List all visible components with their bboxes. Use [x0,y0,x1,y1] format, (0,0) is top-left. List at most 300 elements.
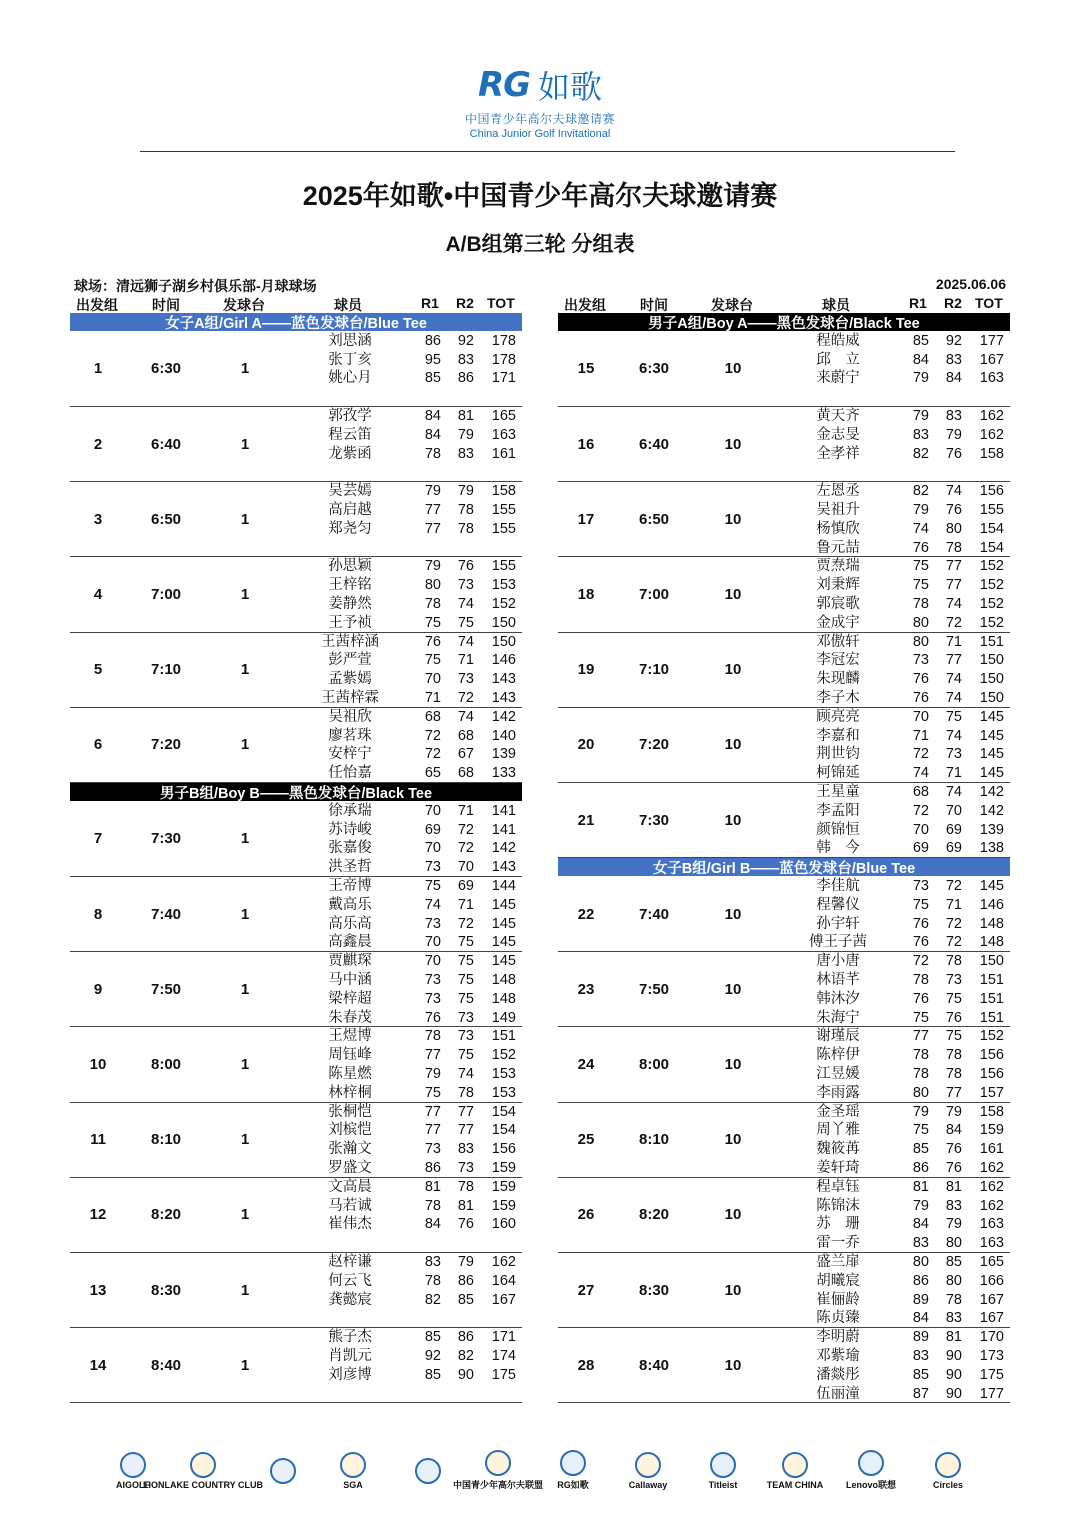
score-r2: 85 [457,1291,474,1308]
sponsor-11 [838,1448,904,1493]
score-r2: 82 [457,1347,474,1364]
starting-tee: 1 [240,1131,250,1149]
score-r1: 77 [424,1047,441,1064]
starting-tee: 1 [240,585,250,603]
starting-tee: 1 [240,736,250,754]
player-name: 孟紫嫣 [328,671,372,688]
group-number: 26 [577,1206,595,1224]
score-total: 150 [491,633,516,650]
player-name: 苏诗峻 [328,821,372,838]
score-total: 145 [491,934,516,951]
player-name: 来蔚宁 [816,370,860,387]
starting-tee: 10 [724,980,742,998]
player-row [70,802,522,821]
score-total: 145 [979,708,1004,725]
pairing-group [70,407,522,482]
header-r1: R1 [909,295,927,311]
score-r1: 86 [912,1272,929,1289]
player-row [70,351,522,370]
score-total: 138 [979,840,1004,857]
score-total: 152 [979,558,1004,575]
player-row [558,1121,1010,1140]
score-r1: 85 [912,1366,929,1383]
score-r2: 81 [945,1178,962,1195]
player-name: 文高晨 [328,1178,372,1195]
score-r1: 78 [424,445,441,462]
score-total: 164 [491,1272,516,1289]
score-r2: 92 [945,332,962,349]
score-r2: 71 [457,896,474,913]
player-row [70,614,522,633]
score-r2: 74 [457,595,474,612]
player-row [558,708,1010,727]
score-total: 171 [491,1329,516,1346]
score-r1: 78 [912,1047,929,1064]
tee-time: 8:20 [638,1206,670,1224]
score-total: 167 [491,1291,516,1308]
score-total: 162 [979,1197,1004,1214]
score-r2: 72 [945,878,962,894]
group-number: 17 [577,510,595,528]
score-r2: 78 [457,520,474,537]
player-name: 姜轩琦 [816,1159,860,1176]
score-r2: 74 [457,1065,474,1082]
score-r1: 75 [424,878,441,894]
score-total: 154 [491,1122,516,1139]
score-total: 144 [491,878,516,894]
sponsor-name: AIGOLF [116,1479,150,1490]
score-r1: 73 [424,990,441,1007]
score-total: 145 [979,727,1004,744]
score-total: 153 [491,1084,516,1101]
score-total: 162 [979,1178,1004,1195]
score-r1: 81 [912,1178,929,1195]
player-row [558,1159,1010,1178]
division-band: 女子A组/Girl A——蓝色发球台/Blue Tee [70,313,522,331]
player-name: 熊子杰 [328,1329,372,1346]
player-name: 程馨仪 [816,896,860,913]
score-total: 162 [979,426,1004,443]
score-r1: 72 [912,802,929,819]
score-r1: 83 [424,1254,441,1270]
score-r1: 85 [424,1329,441,1346]
score-r2: 86 [457,370,474,387]
player-name: 安梓宁 [328,746,372,763]
score-r1: 77 [424,501,441,518]
group-number: 23 [577,980,595,998]
score-r2: 78 [945,1065,962,1082]
score-r2: 74 [457,708,474,725]
player-name: 吴祖欣 [328,708,372,725]
score-total: 150 [491,614,516,631]
score-r1: 85 [424,1366,441,1383]
player-name: 苏 珊 [816,1216,860,1233]
sga-icon [340,1452,366,1478]
sponsor-name: 中国青少年高尔夫联盟 [453,1480,544,1490]
score-total: 156 [979,483,1004,500]
player-row [558,670,1010,689]
score-r1: 79 [424,558,441,575]
sponsor-5 [395,1448,461,1493]
score-r2: 73 [945,746,962,763]
score-r1: 79 [912,501,929,518]
player-name: 韩沐汐 [816,990,860,1007]
player-name: 程卓钰 [816,1178,860,1195]
player-name: 肖凯元 [328,1347,372,1364]
player-name: 刘彦博 [328,1366,372,1383]
player-name: 魏筱苒 [816,1141,860,1158]
sponsor-name: RG如歌 [557,1480,589,1490]
player-row [558,1366,1010,1385]
group-number: 16 [577,435,595,453]
group-number: 18 [577,585,595,603]
player-name: 邓傲轩 [816,633,860,650]
score-r2: 83 [945,408,962,424]
titleist-icon [710,1452,736,1478]
player-name: 吴芸嫣 [328,483,372,500]
score-total: 155 [491,520,516,537]
tee-time: 7:50 [150,980,182,998]
player-name: 全孝祥 [816,445,860,462]
sponsor-12 [915,1448,981,1493]
score-r1: 78 [912,595,929,612]
score-r1: 82 [424,1291,441,1308]
score-total: 162 [491,1254,516,1270]
player-name: 伍丽潼 [816,1385,860,1402]
player-name: 马中涵 [328,971,372,988]
score-r1: 76 [912,689,929,706]
sponsor-2 [143,1448,263,1493]
score-r1: 70 [424,934,441,951]
player-name: 高鑫晨 [328,934,372,951]
score-r1: 69 [424,821,441,838]
tee-time: 8:40 [638,1356,670,1374]
score-r2: 72 [945,915,962,932]
score-r1: 82 [912,445,929,462]
score-r1: 71 [424,689,441,706]
score-r2: 73 [457,671,474,688]
score-r1: 73 [424,971,441,988]
pairing-group [70,952,522,1027]
score-r2: 74 [945,595,962,612]
player-row [558,369,1010,388]
player-row [70,1027,522,1046]
header-r2: R2 [456,295,474,311]
player-name: 陈梓伊 [816,1047,860,1064]
score-r1: 79 [424,483,441,500]
player-row [70,1084,522,1103]
score-r2: 69 [457,878,474,894]
player-row [558,1009,1010,1028]
player-name: 赵梓谦 [328,1254,372,1270]
score-r1: 73 [912,878,929,894]
page-subtitle: A/B组第三轮 分组表 [445,233,635,256]
score-total: 156 [979,1047,1004,1064]
score-r1: 75 [912,896,929,913]
player-row [558,351,1010,370]
starting-tee: 1 [240,830,250,848]
score-r2: 73 [457,577,474,594]
player-row [558,1027,1010,1046]
score-total: 162 [979,1159,1004,1176]
circles-icon [935,1452,961,1478]
tee-time: 7:20 [150,736,182,754]
group-number: 5 [93,661,103,679]
score-r2: 81 [457,1197,474,1214]
score-total: 140 [491,727,516,744]
score-r2: 75 [457,1047,474,1064]
score-r2: 90 [945,1347,962,1364]
tee-time: 7:30 [150,830,182,848]
group-number: 21 [577,811,595,829]
score-r1: 83 [912,1347,929,1364]
lionlake-icon [190,1452,216,1478]
player-row [558,1385,1010,1404]
table-header [70,295,522,313]
player-row [70,821,522,840]
player-name: 胡曦宸 [816,1272,860,1289]
date-label: 2025.06.06 [935,276,1006,292]
player-name: 何云飞 [328,1272,372,1289]
score-r2: 76 [945,1159,962,1176]
pairing-group [558,332,1010,407]
player-name: 雷一乔 [816,1235,860,1252]
player-name: 杨慎欣 [816,520,860,537]
starting-tee: 10 [724,905,742,923]
score-r2: 74 [945,671,962,688]
score-total: 165 [491,408,516,424]
player-name: 王梓铭 [328,577,372,594]
pairing-group [558,1253,1010,1328]
player-name: 彭严萱 [328,652,372,669]
cjgl-icon [485,1450,511,1476]
score-r1: 78 [424,1197,441,1214]
player-row [558,802,1010,821]
header-tot: TOT [975,295,1003,311]
pairing-group [70,482,522,557]
score-total: 139 [979,821,1004,838]
left-pairing-table [70,295,522,1383]
score-r1: 75 [424,614,441,631]
lenovo-icon [858,1450,884,1476]
score-r2: 76 [945,501,962,518]
pairing-group [70,1178,522,1253]
player-row [70,990,522,1009]
header-player: 球员 [334,297,362,313]
player-name: 潘燚彤 [816,1366,860,1383]
score-r1: 70 [424,802,441,819]
player-name: 邱 立 [816,351,860,368]
player-name: 陈锦沫 [816,1197,860,1214]
player-name: 陈贞臻 [816,1310,860,1327]
tee-time: 8:30 [150,1281,182,1299]
player-name: 贾焘瑞 [816,558,860,575]
score-r2: 71 [945,765,962,782]
score-r1: 76 [424,633,441,650]
player-row [70,557,522,576]
score-r2: 77 [945,1084,962,1101]
score-r2: 80 [945,1235,962,1252]
score-total: 158 [979,1103,1004,1120]
score-r1: 70 [424,953,441,970]
player-row [70,520,522,539]
player-row [70,1009,522,1028]
player-name: 李佳航 [816,878,860,894]
tee-time: 6:30 [638,360,670,378]
sponsor-8 [615,1448,681,1493]
player-row [558,971,1010,990]
score-r2: 75 [457,971,474,988]
score-r2: 76 [457,1216,474,1233]
group-number: 7 [93,830,103,848]
player-row [70,633,522,652]
score-r1: 83 [912,426,929,443]
player-row [70,896,522,915]
score-r1: 86 [912,1159,929,1176]
player-name: 张嘉俊 [328,840,372,857]
score-r1: 77 [912,1028,929,1045]
group-number: 10 [89,1055,107,1073]
score-r1: 74 [912,765,929,782]
group-number: 4 [93,585,103,603]
player-row [70,1215,522,1234]
score-r1: 68 [424,708,441,725]
score-r2: 83 [457,445,474,462]
starting-tee: 10 [724,811,742,829]
player-name: 朱海宁 [816,1009,860,1026]
player-row [70,332,522,351]
player-row [558,501,1010,520]
player-row [558,1140,1010,1159]
starting-tee: 1 [240,905,250,923]
score-r2: 83 [457,351,474,368]
score-r2: 85 [945,1254,962,1270]
player-name: 鲁元喆 [816,539,860,556]
player-name: 李孟阳 [816,802,860,819]
logo-subtitle-en: China Junior Golf Invitational [469,128,611,140]
player-name: 王茜梓霖 [321,689,379,706]
group-number: 14 [89,1356,107,1374]
score-r2: 81 [457,408,474,424]
score-r1: 84 [424,408,441,424]
player-row [558,745,1010,764]
player-name: 高乐高 [328,915,372,932]
player-name: 姚心月 [328,370,372,387]
score-r2: 79 [457,426,474,443]
score-r1: 76 [912,934,929,951]
score-r2: 72 [457,821,474,838]
tee-time: 7:50 [638,980,670,998]
sponsor-name: Circles [932,1479,964,1490]
right-pairing-table [558,295,1010,1402]
score-r1: 76 [424,1009,441,1026]
player-name: 崔俪龄 [816,1291,860,1308]
score-total: 150 [979,671,1004,688]
score-total: 145 [491,915,516,932]
score-r1: 75 [424,1084,441,1101]
score-r2: 77 [457,1122,474,1139]
score-r1: 75 [912,558,929,575]
score-total: 167 [979,1310,1004,1327]
score-total: 146 [491,652,516,669]
score-total: 159 [491,1197,516,1214]
player-row [70,1197,522,1216]
score-total: 154 [491,1103,516,1120]
player-row [558,1178,1010,1197]
player-row [70,971,522,990]
group-number: 15 [577,360,595,378]
sponsor-4 [320,1448,386,1493]
player-row [558,1046,1010,1065]
player-row [558,1253,1010,1272]
player-row [558,1215,1010,1234]
score-r1: 75 [424,652,441,669]
player-name: 唐小唐 [816,953,860,970]
score-r2: 76 [945,1009,962,1026]
pairing-group [558,482,1010,557]
score-r1: 80 [912,1254,929,1270]
score-r1: 86 [424,332,441,349]
aigolf-icon [120,1452,146,1478]
score-r2: 90 [945,1366,962,1383]
score-total: 145 [979,746,1004,763]
score-r1: 75 [912,1009,929,1026]
score-total: 163 [979,1216,1004,1233]
pairing-group [558,633,1010,708]
player-name: 金志旻 [816,426,860,443]
header-r2: R2 [944,295,962,311]
player-name: 孙思颖 [328,558,372,575]
player-row [70,839,522,858]
player-name: 江昱媛 [816,1065,860,1082]
player-name: 崔伟杰 [328,1216,372,1233]
score-total: 142 [979,784,1004,800]
tee-time: 7:10 [638,661,670,679]
score-r2: 78 [457,1084,474,1101]
player-name: 吴祖升 [816,501,860,518]
score-r1: 84 [424,426,441,443]
player-name: 洪圣哲 [328,859,372,876]
score-r2: 74 [457,633,474,650]
score-total: 155 [491,558,516,575]
pairing-group [558,952,1010,1027]
pairing-group [558,407,1010,482]
pairing-group [558,708,1010,783]
score-r2: 83 [945,1310,962,1327]
player-name: 姜静然 [328,595,372,612]
player-name: 陈星燃 [328,1065,372,1082]
score-r1: 70 [424,671,441,688]
score-total: 178 [491,332,516,349]
score-total: 150 [979,689,1004,706]
score-r1: 79 [912,1197,929,1214]
score-r1: 76 [912,671,929,688]
score-total: 158 [979,445,1004,462]
score-total: 159 [979,1122,1004,1139]
score-r1: 72 [424,727,441,744]
player-name: 韩 今 [816,840,860,857]
score-r1: 65 [424,765,441,782]
sponsor-7 [540,1448,606,1493]
score-total: 143 [491,671,516,688]
player-name: 周丫雅 [816,1122,860,1139]
score-r2: 90 [457,1366,474,1383]
pairing-group [70,1328,522,1403]
group-number: 22 [577,905,595,923]
player-row [558,764,1010,783]
score-total: 145 [979,878,1004,894]
player-row [70,1046,522,1065]
